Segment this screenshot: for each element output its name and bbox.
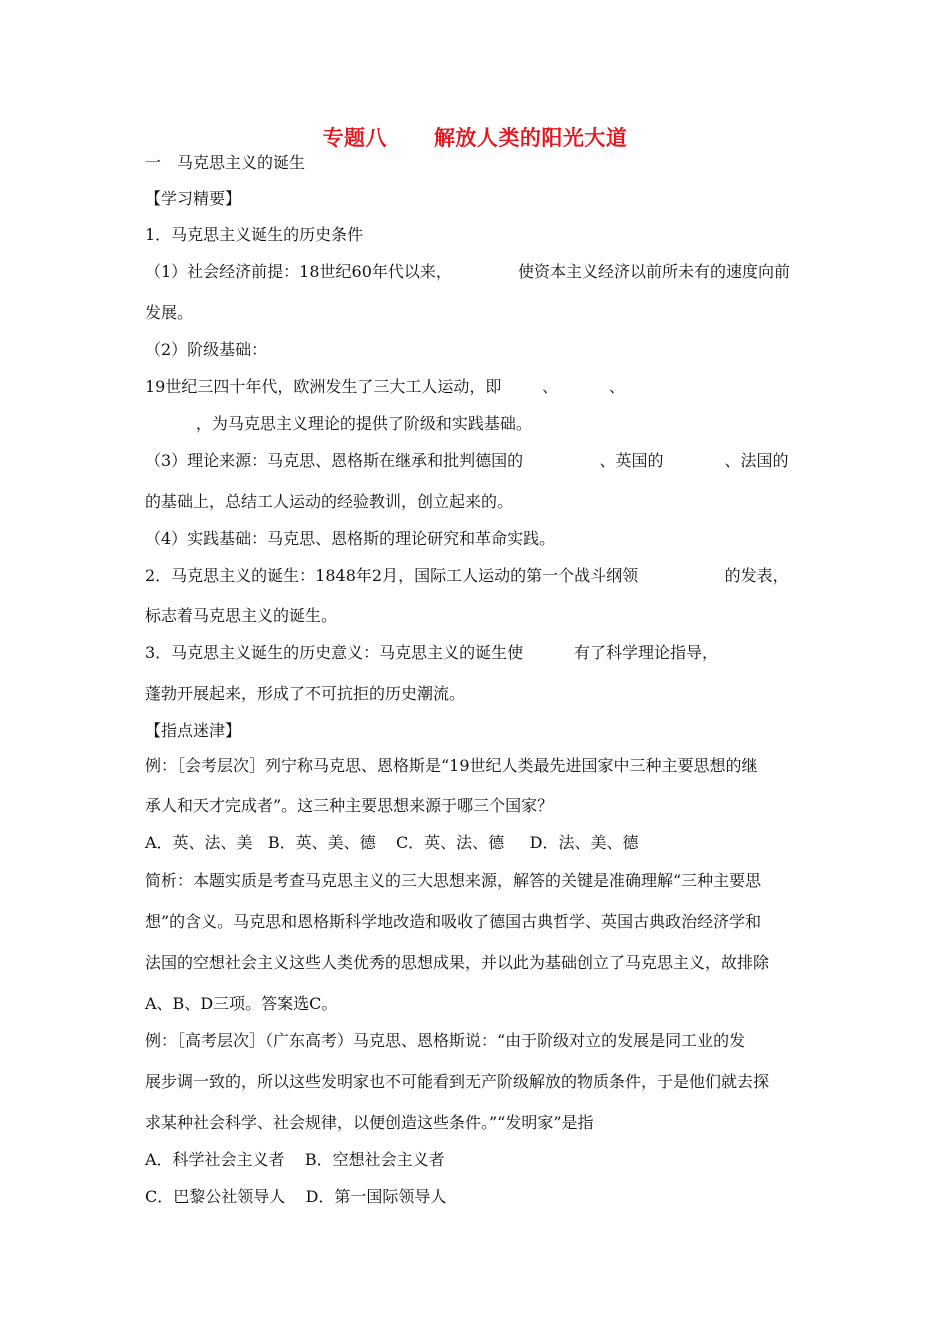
item1-economic-premise-line	[145, 261, 790, 283]
example2-option-a: A．科学社会主义者	[145, 1150, 285, 1169]
example1-analysis-line4: A、B、D三项。答案选C。	[145, 994, 338, 1013]
document-title	[0, 122, 950, 152]
item1-economic-premise-end: 发展。	[145, 303, 194, 322]
title-topic-number: 专题八	[322, 125, 388, 150]
study-essentials-header: 【学习精要】	[145, 189, 242, 208]
item1-class-basis-heading: （2）阶级基础：	[145, 340, 268, 359]
example1-option-d: D．法、美、德	[529, 833, 639, 852]
title-gap	[387, 125, 434, 150]
example1-question-line2: 承人和天才完成者”。这三种主要思想来源于哪三个国家？	[145, 796, 554, 815]
item1-theory-source-french: 、法国的	[724, 451, 789, 470]
example2-option-d: D．第一国际领导人	[305, 1187, 447, 1206]
example1-option-c: C．英、法、德	[395, 833, 505, 852]
example2-options-row1	[145, 1149, 445, 1171]
item2-cont: 标志着马克思主义的诞生。	[145, 606, 338, 625]
blank-workers-movement	[523, 643, 574, 662]
blank-german-philosophy	[523, 451, 599, 470]
item1-economic-premise-text: （1）社会经济前提：18世纪60年代以来，	[145, 262, 452, 281]
item2-text: 2．马克思主义的诞生：1848年2月，国际工人运动的第一个战斗纲领	[145, 566, 639, 585]
item2-line	[145, 565, 789, 587]
blank-movement-2	[558, 377, 609, 396]
example1-options	[145, 832, 638, 854]
item1-theory-source-line	[145, 450, 789, 472]
example1-analysis-line1: 简析：本题实质是考查马克思主义的三大思想来源，解答的关键是准确理解“三种主要思	[145, 871, 762, 890]
blank-industrial-revolution	[452, 262, 518, 281]
example1-analysis-line3: 法国的空想社会主义这些人类优秀的思想成果，并以此为基础创立了马克思主义，故排除	[145, 953, 770, 972]
blank-british-economics	[664, 451, 725, 470]
item1-practice-basis: （4）实践基础：马克思、恩格斯的理论研究和革命实践。	[145, 529, 556, 548]
section-heading: 一 马克思主义的诞生	[145, 153, 306, 172]
separator: 、	[542, 377, 559, 396]
example1-analysis-line2: 想”的含义。马克思和恩格斯科学地改造和吸收了德国古典哲学、英国古典政治经济学和	[145, 912, 762, 931]
example2-question-line2: 展步调一致的，所以这些发明家也不可能看到无产阶级解放的物质条件，于是他们就去探	[145, 1072, 770, 1091]
separator: 、	[608, 377, 625, 396]
title-topic-name: 解放人类的阳光大道	[433, 125, 628, 150]
example2-question-line3: 求某种社会科学、社会规律，以便创造这些条件。”“发明家”是指	[145, 1113, 594, 1132]
item1-theory-source-cont: 的基础上，总结工人运动的经验教训，创立起来的。	[145, 492, 514, 511]
item1-class-basis-text-cont: ，为马克思主义理论的提供了阶级和实践基础。	[195, 414, 532, 433]
item1-class-basis-text: 19世纪三四十年代，欧洲发生了三大工人运动，即	[145, 377, 502, 396]
blank-movement-3	[145, 414, 196, 433]
example1-option-a: A．英、法、美	[145, 833, 253, 852]
item1-class-basis-line	[145, 376, 625, 398]
item1-heading: 1．马克思主义诞生的历史条件	[145, 225, 364, 244]
item3-line	[145, 642, 718, 664]
example2-option-c: C．巴黎公社领导人	[145, 1187, 286, 1206]
item1-class-basis-cont	[145, 413, 532, 435]
item2-text-cont: 的发表，	[724, 566, 789, 585]
example2-option-b: B．空想社会主义者	[304, 1150, 445, 1169]
item3-text: 3．马克思主义诞生的历史意义：马克思主义的诞生使	[145, 643, 524, 662]
example1-option-b: B．英、美、德	[267, 833, 376, 852]
item1-theory-source-text: （3）理论来源：马克思、恩格斯在继承和批判德国的	[145, 451, 524, 470]
item1-economic-premise-text-cont: 使资本主义经济以前所未有的速度向前	[518, 262, 791, 281]
guide-header: 【指点迷津】	[145, 721, 242, 740]
example2-question-line1: 例：［高考层次］（广东高考）马克思、恩格斯说：“由于阶级对立的发展是同工业的发	[145, 1031, 746, 1050]
blank-movement-1	[501, 377, 542, 396]
item1-theory-source-british: 、英国的	[599, 451, 664, 470]
example1-question-line1: 例：［会考层次］列宁称马克思、恩格斯是“19世纪人类最先进国家中三种主要思想的继	[145, 756, 758, 775]
example2-options-row2	[145, 1186, 446, 1208]
item3-text-cont: 有了科学理论指导，	[574, 643, 719, 662]
item3-cont: 蓬勃开展起来，形成了不可抗拒的历史潮流。	[145, 684, 466, 703]
blank-manifesto	[638, 566, 724, 585]
